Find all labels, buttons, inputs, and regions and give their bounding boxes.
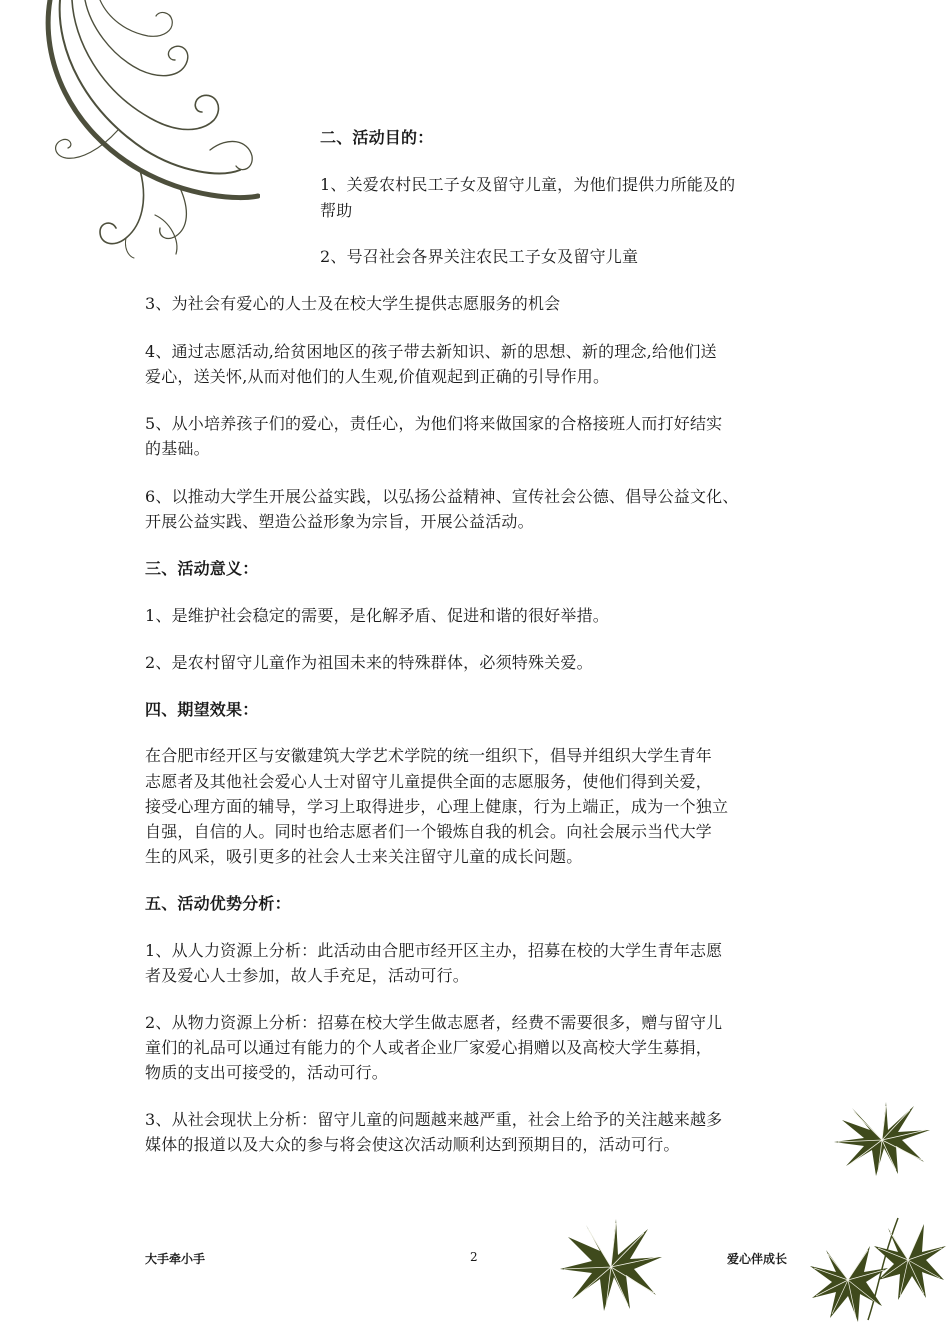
section-heading-expected-effect: 四、期望效果：	[145, 700, 259, 719]
page-number: 2	[470, 1250, 478, 1264]
significance-item-2: 2、是农村留守儿童作为祖国未来的特殊群体，必须特殊关爱。	[145, 653, 593, 672]
goal-item-1-line-2: 帮助	[320, 201, 353, 220]
expected-effect-line-4: 自强，自信的人。同时也给志愿者们一个锻炼自我的机会。向社会展示当代大学	[145, 822, 713, 841]
advantage-item-1-line-1: 1、从人力资源上分析：此活动由合肥市经开区主办，招募在校的大学生青年志愿	[145, 941, 723, 960]
maple-leaf-icon	[556, 1215, 666, 1315]
footer-right-text: 爱心伴成长	[727, 1252, 788, 1266]
goal-item-5-line-2: 的基础。	[145, 439, 210, 458]
goal-item-6-line-1: 6、以推动大学生开展公益实践，以弘扬公益精神、宣传社会公德、倡导公益文化、	[145, 487, 739, 506]
goal-item-4-line-1: 4、通过志愿活动,给贫困地区的孩子带去新知识、新的思想、新的理念,给他们送	[145, 342, 717, 361]
expected-effect-line-1: 在合肥市经开区与安徽建筑大学艺术学院的统一组织下，倡导并组织大学生青年	[145, 746, 713, 765]
maple-leaf-icon	[808, 1210, 948, 1330]
goal-item-6-line-2: 开展公益实践、塑造公益形象为宗旨，开展公益活动。	[145, 512, 534, 531]
advantage-item-2-line-1: 2、从物力资源上分析：招募在校大学生做志愿者，经费不需要很多，赠与留守儿	[145, 1013, 723, 1032]
swirl-ornament-icon	[30, 0, 260, 260]
advantage-item-3-line-1: 3、从社会现状上分析：留守儿童的问题越来越严重，社会上给予的关注越来越多	[145, 1110, 723, 1129]
goal-item-5-line-1: 5、从小培养孩子们的爱心，责任心，为他们将来做国家的合格接班人而打好结实	[145, 414, 723, 433]
significance-item-1: 1、是维护社会稳定的需要，是化解矛盾、促进和谐的很好举措。	[145, 606, 609, 625]
goal-item-4-line-2: 爱心，送关怀,从而对他们的人生观,价值观起到正确的引导作用。	[145, 367, 610, 386]
advantage-item-1-line-2: 者及爱心人士参加，故人手充足，活动可行。	[145, 966, 470, 985]
section-heading-goals: 二、活动目的：	[320, 128, 434, 147]
goal-item-2: 2、号召社会各界关注农民工子女及留守儿童	[320, 247, 639, 266]
section-heading-advantage-analysis: 五、活动优势分析：	[145, 894, 291, 913]
advantage-item-2-line-2: 童们的礼品可以通过有能力的个人或者企业厂家爱心捐赠以及高校大学生募捐，	[145, 1038, 713, 1057]
expected-effect-line-3: 接受心理方面的辅导，学习上取得进步，心理上健康，行为上端正，成为一个独立	[145, 797, 729, 816]
section-heading-significance: 三、活动意义：	[145, 559, 259, 578]
expected-effect-line-2: 志愿者及其他社会爱心人士对留守儿童提供全面的志愿服务，使他们得到关爱，	[145, 772, 713, 791]
goal-item-3: 3、为社会有爱心的人士及在校大学生提供志愿服务的机会	[145, 294, 561, 313]
advantage-item-3-line-2: 媒体的报道以及大众的参与将会使这次活动顺利达到预期目的，活动可行。	[145, 1135, 680, 1154]
expected-effect-line-5: 生的风采，吸引更多的社会人士来关注留守儿童的成长问题。	[145, 847, 583, 866]
advantage-item-2-line-3: 物质的支出可接受的，活动可行。	[145, 1063, 389, 1082]
goal-item-1-line-1: 1、关爱农村民工子女及留守儿童，为他们提供力所能及的	[320, 175, 736, 194]
footer-left-text: 大手牵小手	[145, 1252, 206, 1266]
maple-leaf-icon	[832, 1100, 932, 1180]
